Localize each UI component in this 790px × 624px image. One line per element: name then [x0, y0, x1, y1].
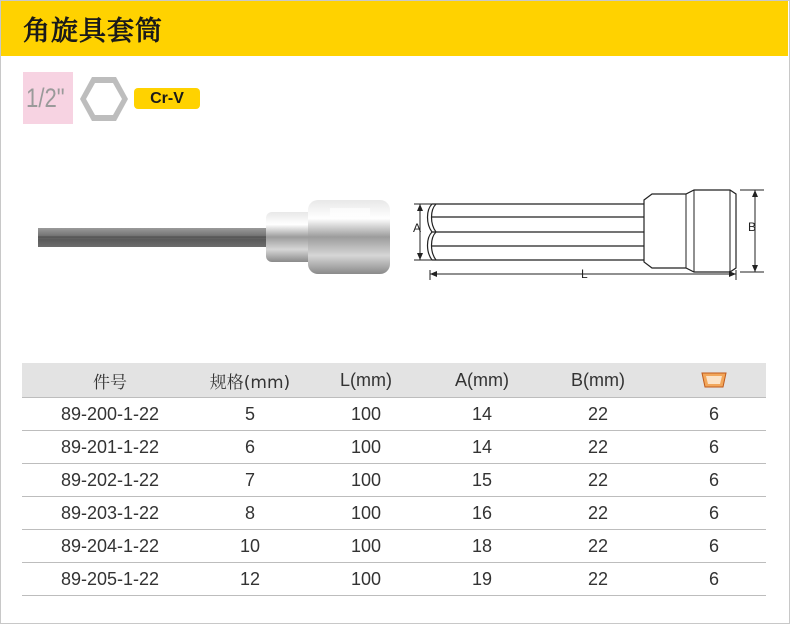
header-length: L(mm)	[302, 363, 430, 398]
header-pack	[662, 363, 766, 398]
dimension-diagram	[400, 180, 770, 290]
hex-bit-socket-image	[30, 190, 400, 280]
spec-table	[22, 363, 766, 596]
cell-size: 6	[198, 431, 302, 464]
cell-pack: 6	[662, 464, 766, 497]
table-row	[22, 398, 766, 431]
cell-part-no: 89-202-1-22	[22, 464, 198, 497]
cell-part-no: 89-205-1-22	[22, 563, 198, 596]
table-row	[22, 497, 766, 530]
cell-size: 7	[198, 464, 302, 497]
table-row	[22, 563, 766, 596]
cell-part-no: 89-204-1-22	[22, 530, 198, 563]
page-title: 角旋具套筒	[23, 16, 163, 47]
package-box-icon	[699, 370, 729, 390]
cell-b: 22	[534, 563, 662, 596]
header-a: A(mm)	[430, 363, 534, 398]
dimension-label-b: B	[748, 220, 757, 234]
cell-size: 5	[198, 398, 302, 431]
cell-part-no: 89-203-1-22	[22, 497, 198, 530]
table-row	[22, 431, 766, 464]
drive-size-badge	[23, 72, 73, 124]
cell-length: 100	[302, 464, 430, 497]
cell-length: 100	[302, 530, 430, 563]
cell-length: 100	[302, 398, 430, 431]
hexagon-icon	[78, 73, 130, 125]
cell-pack: 6	[662, 563, 766, 596]
material-badge: Cr-V	[134, 88, 200, 109]
table-row	[22, 530, 766, 563]
header-size: 规格(mm)	[198, 363, 302, 398]
cell-b: 22	[534, 431, 662, 464]
cell-part-no: 89-200-1-22	[22, 398, 198, 431]
header-part-no: 件号	[22, 363, 198, 398]
cell-a: 14	[430, 398, 534, 431]
cell-pack: 6	[662, 530, 766, 563]
cell-a: 15	[430, 464, 534, 497]
header-b: B(mm)	[534, 363, 662, 398]
cell-a: 14	[430, 431, 534, 464]
cell-pack: 6	[662, 431, 766, 464]
cell-size: 12	[198, 563, 302, 596]
cell-length: 100	[302, 431, 430, 464]
cell-pack: 6	[662, 497, 766, 530]
cell-b: 22	[534, 530, 662, 563]
cell-b: 22	[534, 464, 662, 497]
drive-size-label: 1/2"	[26, 83, 65, 113]
cell-length: 100	[302, 497, 430, 530]
cell-b: 22	[534, 497, 662, 530]
title-banner	[1, 1, 788, 56]
cell-a: 18	[430, 530, 534, 563]
dimension-label-a: A	[413, 221, 422, 235]
cell-part-no: 89-201-1-22	[22, 431, 198, 464]
cell-a: 16	[430, 497, 534, 530]
cell-b: 22	[534, 398, 662, 431]
cell-length: 100	[302, 563, 430, 596]
table-row	[22, 464, 766, 497]
cell-size: 8	[198, 497, 302, 530]
dimension-label-l: L	[581, 267, 588, 281]
cell-size: 10	[198, 530, 302, 563]
cell-a: 19	[430, 563, 534, 596]
cell-pack: 6	[662, 398, 766, 431]
table-header-row	[22, 363, 766, 398]
